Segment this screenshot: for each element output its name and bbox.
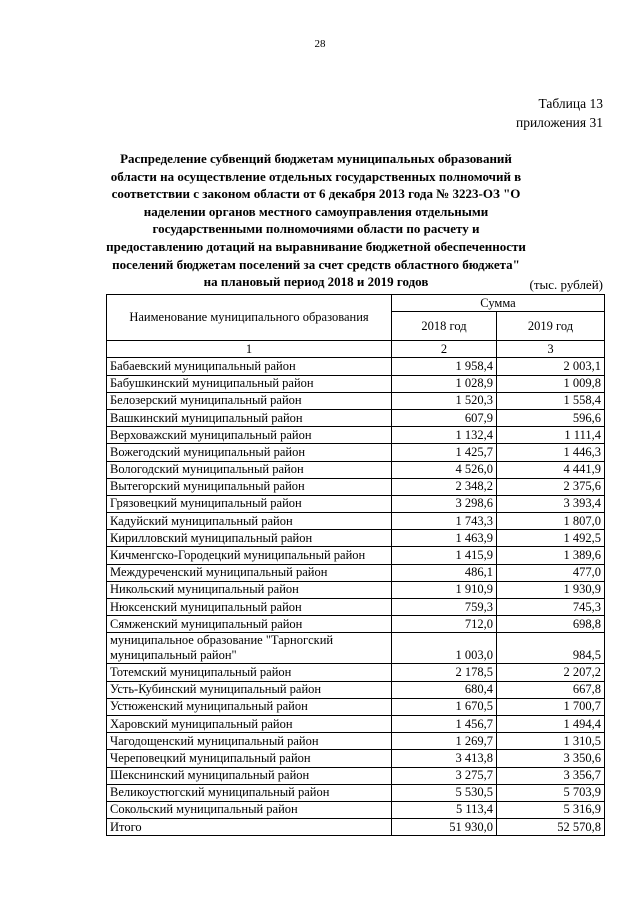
amount-2018: 1 520,3 (392, 392, 497, 409)
table-row (107, 478, 605, 495)
amount-2019: 3 350,6 (497, 750, 605, 767)
table-row (107, 767, 605, 784)
amount-2019: 2 003,1 (497, 358, 605, 375)
amount-2018: 486,1 (392, 564, 497, 581)
municipality-name: Харовский муниципальный район (107, 715, 392, 732)
units-label: (тыс. рублей) (529, 277, 603, 292)
municipality-name: Тотемский муниципальный район (107, 664, 392, 681)
subsidy-table (106, 294, 605, 836)
amount-2019: 1 807,0 (497, 513, 605, 530)
municipality-name: Вытегорский муниципальный район (107, 478, 392, 495)
amount-2019: 477,0 (497, 564, 605, 581)
amount-2018: 1 958,4 (392, 358, 497, 375)
table-row (107, 581, 605, 598)
table-row (107, 801, 605, 818)
table-row (107, 599, 605, 616)
amount-2019: 1 009,8 (497, 375, 605, 392)
amount-2019: 984,5 (497, 633, 605, 664)
total-2018: 51 930,0 (392, 819, 497, 836)
table-row (107, 392, 605, 409)
col-index-3: 3 (497, 341, 605, 358)
amount-2019: 1 492,5 (497, 530, 605, 547)
header-sum: Сумма (392, 295, 605, 312)
amount-2018: 2 348,2 (392, 478, 497, 495)
municipality-name: Вологодский муниципальный район (107, 461, 392, 478)
table-row (107, 616, 605, 633)
amount-2019: 1 111,4 (497, 427, 605, 444)
amount-2018: 1 269,7 (392, 733, 497, 750)
amount-2018: 5 113,4 (392, 801, 497, 818)
amount-2018: 680,4 (392, 681, 497, 698)
total-2019: 52 570,8 (497, 819, 605, 836)
table-row (107, 681, 605, 698)
municipality-name: Бабушкинский муниципальный район (107, 375, 392, 392)
table-row (107, 461, 605, 478)
amount-2019: 1 310,5 (497, 733, 605, 750)
amount-2018: 1 415,9 (392, 547, 497, 564)
table-reference (516, 94, 603, 132)
amount-2019: 5 703,9 (497, 784, 605, 801)
table-row (107, 784, 605, 801)
table-row (107, 715, 605, 732)
table-row (107, 530, 605, 547)
amount-2019: 1 930,9 (497, 581, 605, 598)
table-row (107, 409, 605, 426)
amount-2018: 3 275,7 (392, 767, 497, 784)
col-index-1: 1 (107, 341, 392, 358)
municipality-name: Никольский муниципальный район (107, 581, 392, 598)
amount-2018: 4 526,0 (392, 461, 497, 478)
municipality-name: Верховажский муниципальный район (107, 427, 392, 444)
table-row (107, 444, 605, 461)
municipality-name: Нюксенский муниципальный район (107, 599, 392, 616)
table-row (107, 513, 605, 530)
amount-2019: 2 207,2 (497, 664, 605, 681)
amount-2018: 1 132,4 (392, 427, 497, 444)
amount-2019: 3 393,4 (497, 495, 605, 512)
table-row (107, 733, 605, 750)
col-index-2: 2 (392, 341, 497, 358)
total-row (107, 819, 605, 836)
municipality-name: Кадуйский муниципальный район (107, 513, 392, 530)
amount-2019: 3 356,7 (497, 767, 605, 784)
amount-2019: 667,8 (497, 681, 605, 698)
amount-2018: 3 298,6 (392, 495, 497, 512)
amount-2019: 698,8 (497, 616, 605, 633)
table-row (107, 664, 605, 681)
header-2018: 2018 год (392, 312, 497, 341)
municipality-name: Устюженский муниципальный район (107, 698, 392, 715)
municipality-name: Кирилловский муниципальный район (107, 530, 392, 547)
municipality-name: Чагодощенский муниципальный район (107, 733, 392, 750)
amount-2019: 1 700,7 (497, 698, 605, 715)
municipality-name: Бабаевский муниципальный район (107, 358, 392, 375)
amount-2018: 1 670,5 (392, 698, 497, 715)
header-name: Наименование муниципального образования (107, 295, 392, 341)
table-row (107, 427, 605, 444)
amount-2018: 1 743,3 (392, 513, 497, 530)
municipality-name: Вашкинский муниципальный район (107, 409, 392, 426)
municipality-name: Междуреченский муниципальный район (107, 564, 392, 581)
table-row (107, 564, 605, 581)
amount-2018: 1 910,9 (392, 581, 497, 598)
appendix-number: приложения 31 (515, 115, 603, 130)
municipality-name: муниципальное образование "Тарногский муниципальный район" (107, 633, 392, 664)
municipality-name: Череповецкий муниципальный район (107, 750, 392, 767)
municipality-name: Сямженский муниципальный район (107, 616, 392, 633)
amount-2019: 4 441,9 (497, 461, 605, 478)
amount-2018: 759,3 (392, 599, 497, 616)
page-number: 28 (314, 38, 326, 50)
header-2019: 2019 год (497, 312, 605, 341)
municipality-name: Грязовецкий муниципальный район (107, 495, 392, 512)
amount-2019: 745,3 (497, 599, 605, 616)
amount-2018: 1 456,7 (392, 715, 497, 732)
amount-2018: 607,9 (392, 409, 497, 426)
amount-2018: 1 003,0 (392, 633, 497, 664)
amount-2018: 1 028,9 (392, 375, 497, 392)
table-row (107, 358, 605, 375)
amount-2019: 5 316,9 (497, 801, 605, 818)
amount-2018: 2 178,5 (392, 664, 497, 681)
amount-2018: 712,0 (392, 616, 497, 633)
municipality-name: Сокольский муниципальный район (107, 801, 392, 818)
municipality-name: Кичменгско-Городецкий муниципальный район (107, 547, 392, 564)
municipality-name: Усть-Кубинский муниципальный район (107, 681, 392, 698)
municipality-name: Шекснинский муниципальный район (107, 767, 392, 784)
municipality-name: Великоустюгский муниципальный район (107, 784, 392, 801)
amount-2019: 1 446,3 (497, 444, 605, 461)
amount-2019: 1 558,4 (497, 392, 605, 409)
amount-2019: 2 375,6 (497, 478, 605, 495)
amount-2018: 1 463,9 (392, 530, 497, 547)
table-row (107, 633, 605, 664)
amount-2019: 1 389,6 (497, 547, 605, 564)
table-row (107, 750, 605, 767)
amount-2018: 1 425,7 (392, 444, 497, 461)
table-row (107, 495, 605, 512)
table-row (107, 375, 605, 392)
amount-2018: 3 413,8 (392, 750, 497, 767)
amount-2019: 1 494,4 (497, 715, 605, 732)
table-row (107, 698, 605, 715)
total-label: Итого (107, 819, 392, 836)
amount-2019: 596,6 (497, 409, 605, 426)
table-row (107, 547, 605, 564)
municipality-name: Белозерский муниципальный район (107, 392, 392, 409)
municipality-name: Вожегодский муниципальный район (107, 444, 392, 461)
amount-2018: 5 530,5 (392, 784, 497, 801)
document-title: Распределение субвенций бюджетам муниципальных образований области на осуществление отдельных государственных полномочий в соответствии с законом области от 6 декабря 2013 года № 3223-ОЗ "О наделении органов местного самоуправления отдельными государственными полномочиями области по расчету и предоставлению дотаций на выравнивание бюджетной обеспеченности поселений бюджетам поселений за счет средств областного бюджета" на плановый период 2018 и 2019 годов (106, 151, 526, 290)
table-number: Таблица 13 (538, 96, 603, 111)
